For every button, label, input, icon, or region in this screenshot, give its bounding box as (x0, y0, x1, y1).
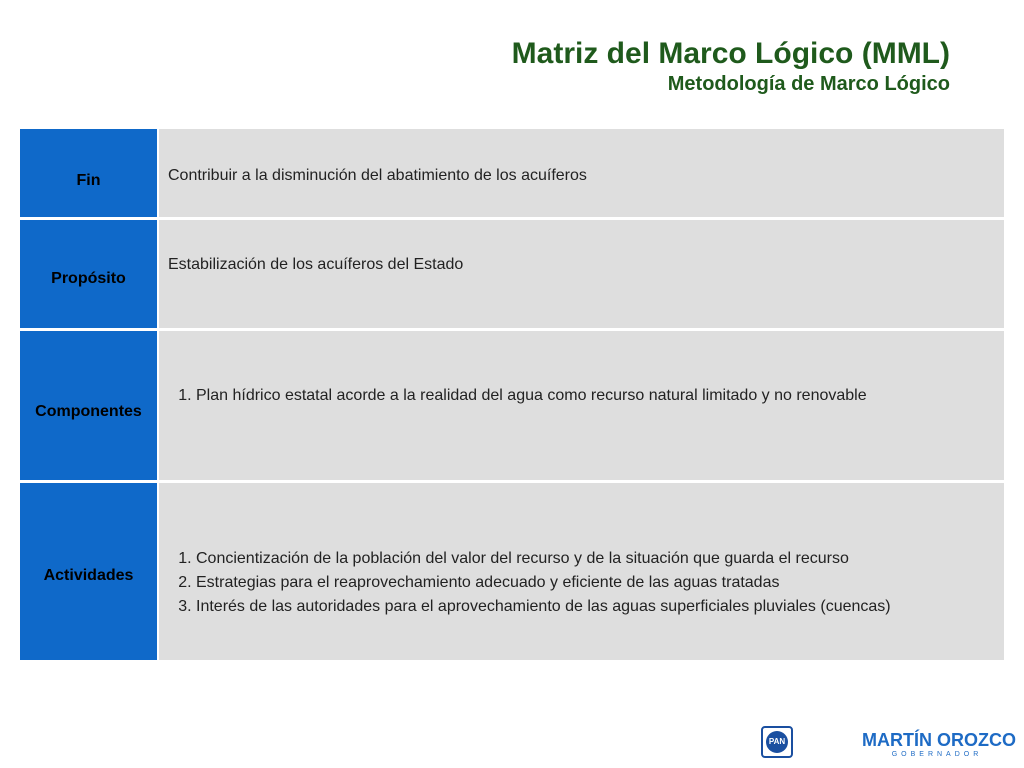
logical-framework-matrix (20, 129, 1004, 660)
slide-subtitle: Metodología de Marco Lógico (667, 73, 950, 95)
row-content-text: Contribuir a la disminución del abatimiento de los acuíferos (168, 167, 587, 184)
list-item: 1. Plan hídrico estatal acorde a la realidad del agua como recurso natural limitado y no renovable (196, 384, 994, 408)
matrix-row-componentes (20, 331, 1004, 480)
row-label-fin (20, 129, 157, 217)
row-content-text: Estabilización de los acuíferos del Estado (168, 256, 464, 273)
governor-brand-logo (862, 730, 1016, 759)
party-logo (761, 726, 793, 758)
list-item: 1. Concientización de la población del valor del recurso y de la situación que guarda el recurso (196, 547, 994, 571)
activities-list (168, 547, 994, 619)
row-content-actividades (159, 483, 1004, 660)
row-label-text: Actividades (43, 567, 134, 584)
components-list (168, 384, 994, 408)
footer-logos (0, 722, 1024, 768)
matrix-row-proposito (20, 220, 1004, 328)
list-item: 3. Interés de las autoridades para el aprovechamiento de las aguas superficiales pluviales (cuencas) (196, 595, 994, 619)
slide-title: Matriz del Marco Lógico (MML) (511, 37, 950, 70)
party-logo-text: PAN (766, 731, 788, 753)
brand-name: MARTÍN OROZCO (862, 730, 1016, 750)
slide-header (512, 36, 950, 96)
row-label-text: Propósito (51, 270, 126, 287)
list-item: 2. Estrategias para el reaprovechamiento adecuado y eficiente de las aguas tratadas (196, 571, 994, 595)
matrix-row-actividades (20, 483, 1004, 660)
row-content-fin (159, 129, 1004, 217)
row-label-actividades (20, 483, 157, 660)
matrix-row-fin (20, 129, 1004, 217)
row-content-componentes (159, 331, 1004, 480)
brand-subtitle: GOBERNADOR (891, 751, 983, 758)
row-content-proposito (159, 220, 1004, 328)
row-label-proposito (20, 220, 157, 328)
row-label-text: Componentes (35, 403, 142, 420)
row-label-text: Fin (76, 172, 101, 189)
row-label-componentes (20, 331, 157, 480)
